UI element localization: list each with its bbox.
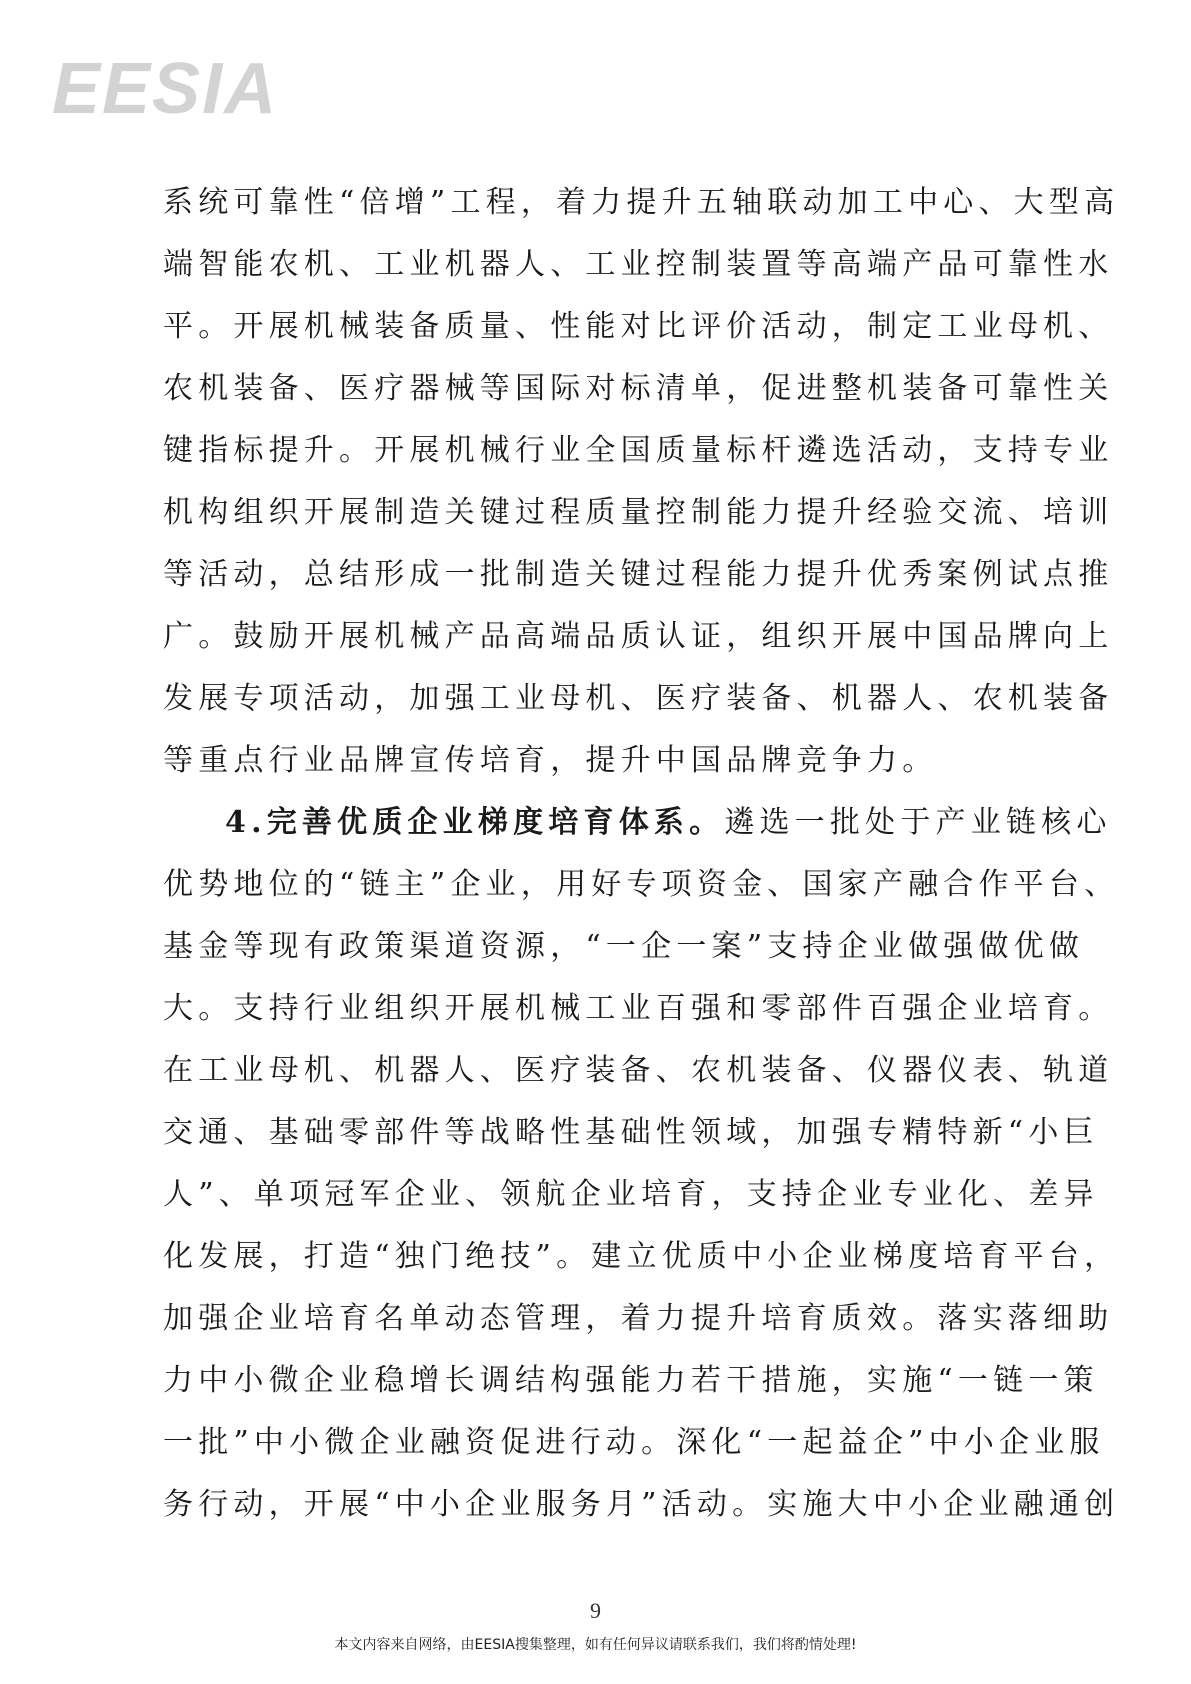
paragraph-line: 加强企业培育名单动态管理，着力提升培育质效。落实落细助 (163, 1301, 1114, 1336)
paragraph-line: 在工业母机、机器人、医疗装备、农机装备、仪器仪表、轨道 (163, 1053, 1114, 1088)
section-4-heading: 4.完善优质企业梯度培育体系。 (225, 805, 725, 840)
section-4-first-line-text: 遴选一批处于产业链核心 (724, 805, 1112, 840)
paragraph-line: 人”、单项冠军企业、领航企业培育，支持企业专业化、差异 (163, 1177, 1099, 1212)
paragraph-line: 交通、基础零部件等战略性基础性领域，加强专精特新“小巨 (163, 1115, 1099, 1150)
paragraph-line: 等重点行业品牌宣传培育，提升中国品牌竞争力。 (163, 743, 938, 778)
footer-disclaimer: 本文内容来自网络，由EESIA搜集整理，如有任何异议请联系我们，我们将酌情处理! (334, 1637, 857, 1653)
paragraph-line: 键指标提升。开展机械行业全国质量标杆遴选活动，支持专业 (163, 433, 1114, 468)
paragraph-line: 一批”中小微企业融资促进行动。深化“一起益企”中小企业服 (163, 1425, 1105, 1460)
paragraph-line: 务行动，开展“中小企业服务月”活动。实施大中小企业融通创 (163, 1487, 1120, 1522)
paragraph-line: 基金等现有政策渠道资源，“一企一案”支持企业做强做优做 (163, 929, 1085, 964)
paragraph-line: 系统可靠性“倍增”工程，着力提升五轴联动加工中心、大型高 (163, 185, 1120, 220)
eesia-logo: EESIA (52, 49, 279, 129)
paragraph-line: 等活动，总结形成一批制造关键过程能力提升优秀案例试点推 (163, 557, 1114, 592)
paragraph-line: 农机装备、医疗器械等国际对标清单，促进整机装备可靠性关 (163, 371, 1114, 406)
paragraph-line: 优势地位的“链主”企业，用好专项资金、国家产融合作平台、 (163, 867, 1120, 902)
document-body (163, 172, 1120, 1536)
paragraph-line: 端智能农机、工业机器人、工业控制装置等高端产品可靠性水 (163, 247, 1114, 282)
paragraph-line: 力中小微企业稳增长调结构强能力若干措施，实施“一链一策 (163, 1363, 1099, 1398)
paragraph-line: 大。支持行业组织开展机械工业百强和零部件百强企业培育。 (163, 991, 1114, 1026)
section-4-first-line (163, 792, 1112, 854)
paragraph-line: 化发展，打造“独门绝技”。建立优质中小企业梯度培育平台， (163, 1239, 1120, 1274)
paragraph-line: 发展专项活动，加强工业母机、医疗装备、机器人、农机装备 (163, 681, 1114, 716)
paragraph-line: 机构组织开展制造关键过程质量控制能力提升经验交流、培训 (163, 495, 1114, 530)
paragraph-line: 平。开展机械装备质量、性能对比评价活动，制定工业母机、 (163, 309, 1114, 344)
page-number: 9 (590, 1598, 601, 1623)
paragraph-line: 广。鼓励开展机械产品高端品质认证，组织开展中国品牌向上 (163, 619, 1114, 654)
